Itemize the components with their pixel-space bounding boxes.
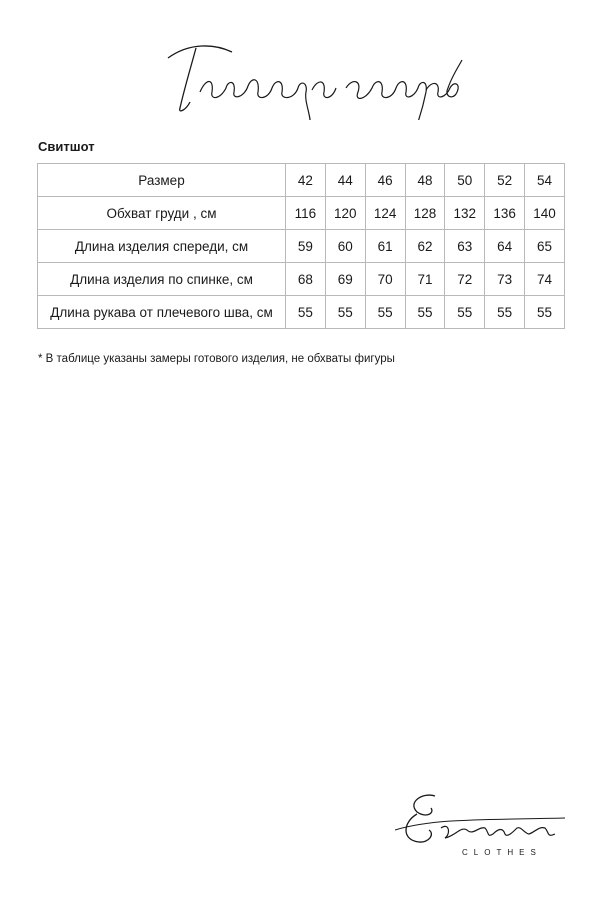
table-cell: 59 [286,230,326,263]
table-cell: 65 [525,230,565,263]
row-label: Длина рукава от плечевого шва, см [38,296,286,329]
table-cell: 62 [405,230,445,263]
size-table-body [38,164,565,329]
table-cell: 140 [525,197,565,230]
table-row [38,263,565,296]
page-title [0,30,600,120]
table-cell: 52 [485,164,525,197]
table-cell: 71 [405,263,445,296]
table-row [38,197,565,230]
table-cell: 55 [525,296,565,329]
table-cell: 69 [325,263,365,296]
table-row [38,296,565,329]
table-cell: 120 [325,197,365,230]
table-cell: 73 [485,263,525,296]
table-cell: 55 [286,296,326,329]
table-cell: 50 [445,164,485,197]
table-cell: 44 [325,164,365,197]
script-title-lettering [0,30,600,120]
row-label: Длина изделия по спинке, см [38,263,286,296]
table-cell: 68 [286,263,326,296]
table-row [38,230,565,263]
row-label: Размер [38,164,286,197]
table-cell: 136 [485,197,525,230]
table-cell: 55 [365,296,405,329]
table-cell: 55 [405,296,445,329]
table-cell: 55 [325,296,365,329]
size-table [37,163,565,329]
product-label: Свитшот [38,139,95,154]
table-cell: 61 [365,230,405,263]
table-cell: 74 [525,263,565,296]
table-cell: 54 [525,164,565,197]
table-cell: 70 [365,263,405,296]
footnote: * В таблице указаны замеры готового изделия, не обхваты фигуры [38,353,395,365]
table-cell: 124 [365,197,405,230]
table-cell: 64 [485,230,525,263]
table-cell: 42 [286,164,326,197]
row-label: Длина изделия спереди, см [38,230,286,263]
table-cell: 55 [485,296,525,329]
table-cell: 46 [365,164,405,197]
table-cell: 132 [445,197,485,230]
row-label: Обхват груди , см [38,197,286,230]
table-row [38,164,565,197]
table-cell: 63 [445,230,485,263]
table-cell: 72 [445,263,485,296]
table-cell: 48 [405,164,445,197]
table-cell: 55 [445,296,485,329]
table-cell: 128 [405,197,445,230]
table-cell: 60 [325,230,365,263]
table-cell: 116 [286,197,326,230]
brand-subtitle: CLOTHES [462,848,542,857]
